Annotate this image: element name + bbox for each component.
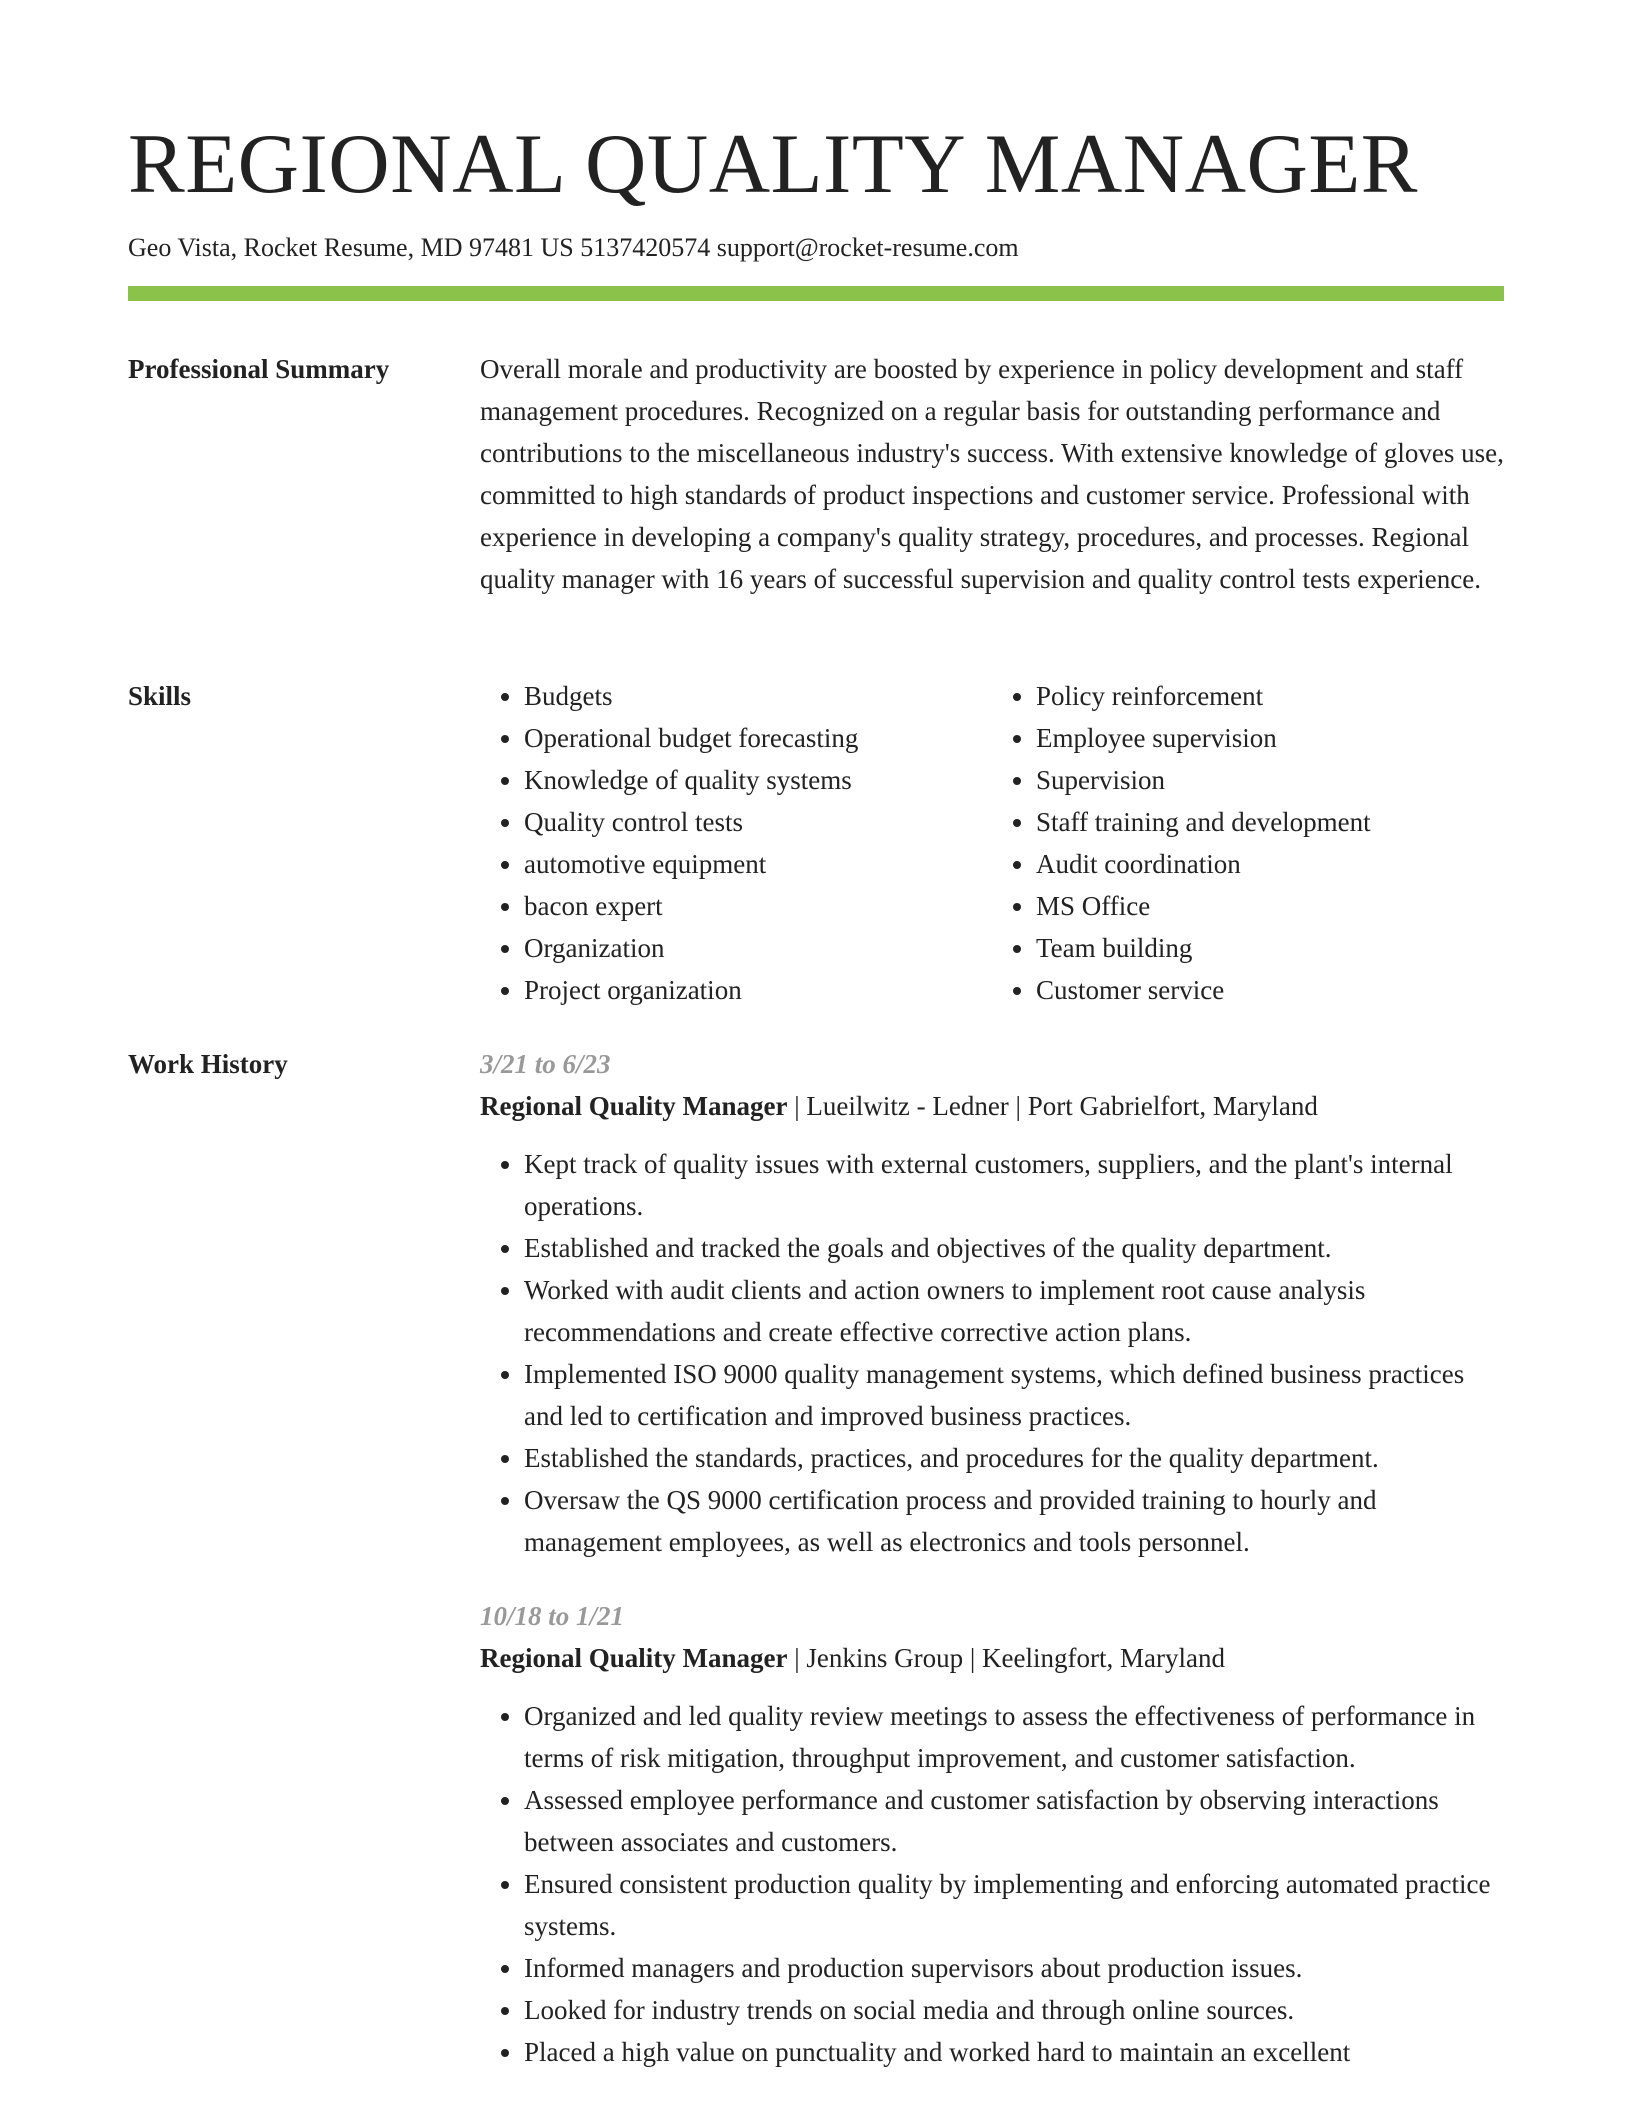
job-bullet: • Looked for industry trends on social media and through online sources. — [524, 1989, 1504, 2031]
job-entry — [480, 1595, 1504, 2073]
job-title-line — [480, 1085, 1504, 1127]
skill-item: • bacon expert — [524, 885, 992, 927]
job-bullet: • Assessed employee performance and customer satisfaction by observing interactions between associates and customers. — [524, 1779, 1504, 1863]
resume-title: REGIONAL QUALITY MANAGER — [128, 117, 1418, 211]
skill-item: • automotive equipment — [524, 843, 992, 885]
job-bullet: • Organized and led quality review meetings to assess the effectiveness of performance in terms of risk mitigation, throughput improvement, and customer satisfaction. — [524, 1695, 1504, 1779]
section-label-summary: Professional Summary — [128, 354, 390, 384]
job-bullet: • Informed managers and production supervisors about production issues. — [524, 1947, 1504, 1989]
skill-item: • Operational budget forecasting — [524, 717, 992, 759]
skills-list-left — [480, 675, 992, 1011]
job-role: Regional Quality Manager — [480, 1091, 788, 1121]
header-divider — [128, 286, 1504, 301]
job-bullet: • Established the standards, practices, and procedures for the quality department. — [524, 1437, 1504, 1479]
skill-item: • Staff training and development — [1036, 801, 1504, 843]
contact-line: Geo Vista, Rocket Resume, MD 97481 US 5137420574 support@rocket-resume.com — [128, 233, 1019, 262]
skill-item: • Team building — [1036, 927, 1504, 969]
job-title-line — [480, 1637, 1504, 1679]
section-label-work-history: Work History — [128, 1049, 288, 1079]
summary-body — [480, 348, 1504, 600]
skill-item: • Quality control tests — [524, 801, 992, 843]
skill-item: • Project organization — [524, 969, 992, 1011]
summary-text: Overall morale and productivity are boosted by experience in policy development and staff management procedures. Recognized on a regular basis for outstanding performance and contributions to the miscellaneous industry's success. With extensive knowledge of gloves use, committed to high standards of product inspections and customer service. Professional with experience in developing a company's quality strategy, procedures, and processes. Regional quality manager with 16 years of successful supervision and quality control tests experience. — [480, 354, 1504, 594]
job-dates: 10/18 to 1/21 — [480, 1601, 625, 1631]
job-bullet: • Ensured consistent production quality by implementing and enforcing automated practice systems. — [524, 1863, 1504, 1947]
skill-item: • Audit coordination — [1036, 843, 1504, 885]
job-bullet: • Established and tracked the goals and objectives of the quality department. — [524, 1227, 1504, 1269]
job-employer-location: | Jenkins Group | Keelingfort, Maryland — [787, 1643, 1225, 1673]
job-employer-location: | Lueilwitz - Ledner | Port Gabrielfort, Maryland — [787, 1091, 1318, 1121]
skill-item: • Customer service — [1036, 969, 1504, 1011]
job-role: Regional Quality Manager — [480, 1643, 788, 1673]
job-entry — [480, 1043, 1504, 1563]
job-bullets — [480, 1695, 1504, 2073]
skill-item: • Employee supervision — [1036, 717, 1504, 759]
job-bullet: • Placed a high value on punctuality and worked hard to maintain an excellent — [524, 2031, 1504, 2073]
skill-item: • Organization — [524, 927, 992, 969]
skills-list-right — [992, 675, 1504, 1011]
job-bullet: • Worked with audit clients and action owners to implement root cause analysis recommendations and create effective corrective action plans. — [524, 1269, 1504, 1353]
job-bullet: • Oversaw the QS 9000 certification process and provided training to hourly and management employees, as well as electronics and tools personnel. — [524, 1479, 1504, 1563]
skill-item: • Policy reinforcement — [1036, 675, 1504, 717]
skill-item: • Budgets — [524, 675, 992, 717]
skill-item: • Knowledge of quality systems — [524, 759, 992, 801]
skill-item: • MS Office — [1036, 885, 1504, 927]
work-history-body — [480, 1043, 1504, 2105]
skills-body — [480, 675, 1504, 1011]
section-label-skills: Skills — [128, 681, 192, 711]
job-dates: 3/21 to 6/23 — [480, 1049, 611, 1079]
job-bullet: • Implemented ISO 9000 quality management systems, which defined business practices and led to certification and improved business practices. — [524, 1353, 1504, 1437]
skill-item: • Supervision — [1036, 759, 1504, 801]
job-bullet: • Kept track of quality issues with external customers, suppliers, and the plant's internal operations. — [524, 1143, 1504, 1227]
job-bullets — [480, 1143, 1504, 1563]
